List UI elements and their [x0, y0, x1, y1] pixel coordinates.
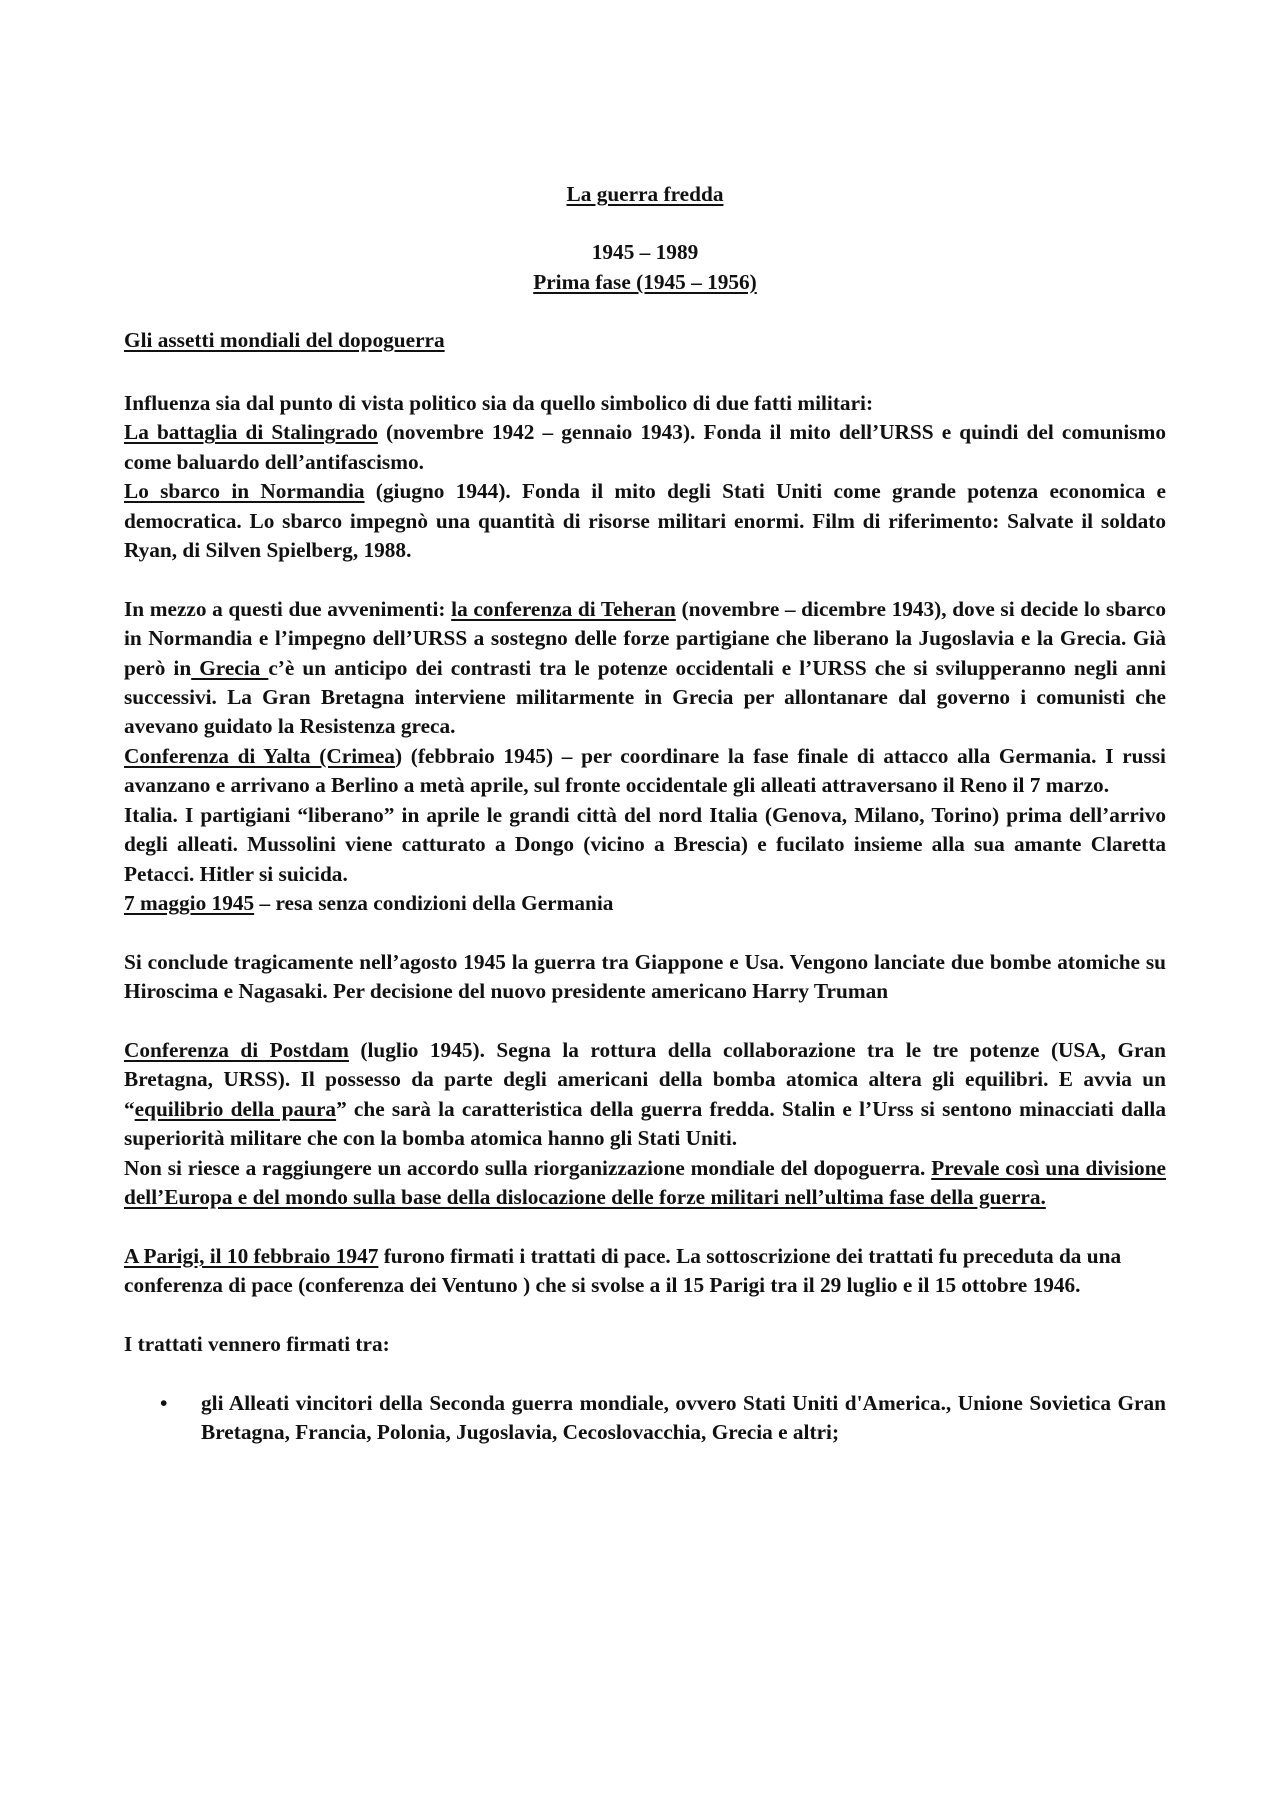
- paris-paragraph: [124, 1242, 1166, 1301]
- normandy-paragraph: [124, 477, 1166, 565]
- grecia-link: Grecia: [191, 655, 269, 680]
- stalingrad-text: (novembre 1942 – gennaio 1943). Fonda il mito dell’URSS e quindi del comunismo come baluardo dell’antifascismo.: [124, 420, 1166, 474]
- stalingrad-link: La battaglia di Stalingrado: [124, 420, 378, 445]
- paris-text: furono firmati i trattati di pace. La sottoscrizione dei trattati fu preceduta da una conferenza di pace (conferenza dei Ventuno ) che si svolse a il 15 Parigi tra il 29 luglio e il 15 ottobre 1946.: [124, 1243, 1122, 1298]
- no-agreement-paragraph: [124, 1154, 1166, 1213]
- teheran-link: la conferenza di Teheran: [451, 596, 676, 621]
- surrender-paragraph: [124, 889, 1166, 918]
- surrender-link: 7 maggio 1945: [124, 890, 255, 915]
- paris-link: A Parigi, il 10 febbraio 1947: [124, 1243, 379, 1268]
- treaties-intro: I trattati vennero firmati tra:: [124, 1331, 390, 1356]
- intro-paragraph: Influenza sia dal punto di vista politico sia da quello simbolico di due fatti militari:: [124, 391, 874, 416]
- postdam-text-2: ” che sarà la caratteristica della guerra fredda. Stalin e l’Urss si sentono minacciati dalla superiorità militare che con la bomba atomica hanno gli Stati Uniti.: [124, 1096, 1166, 1151]
- teheran-post: c’è un anticipo dei contrasti tra le potenze occidentali e l’URSS che si svilupperanno negli anni successivi. La Gran Bretagna interviene militarmente in Grecia per allontanare dal governo i comunisti che avevano guidato la Resistenza greca.: [124, 655, 1166, 739]
- postdam-text-1: (luglio 1945). Segna la rottura della collaborazione tra le tre potenze (USA, Gran Bretagna, URSS). Il possesso da parte degli americani della bomba atomica altera gli equilibri. E avvia un “: [124, 1037, 1166, 1121]
- phase-heading: Prima fase (1945 – 1956): [533, 269, 757, 294]
- italy-paragraph: Italia. I partigiani “liberano” in aprile le grandi città del nord Italia (Genova, Milano, Torino) prima dell’arrivo degli alleati. Mussolini viene catturato a Dongo (vicino a Brescia) e fucilato insieme alla sua amante Claretta Petacci. Hitler si suicida.: [124, 802, 1166, 886]
- document-page: [124, 180, 1166, 1448]
- document-title: La guerra fredda: [566, 182, 724, 206]
- normandy-text: (giugno 1944). Fonda il mito degli Stati Uniti come grande potenza economica e democratica. Lo sbarco impegnò una quantità di risorse militari enormi. Film di riferimento: Salvate il soldato Ryan, di Silven Spielberg, 1988.: [124, 479, 1166, 563]
- list-item-text: gli Alleati vincitori della Seconda guerra mondiale, ovvero Stati Uniti d'America., Unione Sovietica Gran Bretagna, Francia, Polonia, Jugoslavia, Cecoslovacchia, Grecia e altri;: [201, 1390, 1166, 1445]
- yalta-text: ) (febbraio 1945) – per coordinare la fase finale di attacco alla Germania. I russi avanzano e arrivano a Berlino a metà aprile, sul fronte occidentale gli alleati attraversano il Reno il 7 marzo.: [124, 743, 1166, 798]
- section-heading: Gli assetti mondiali del dopoguerra: [124, 328, 445, 353]
- surrender-text: – resa senza condizioni della Germania: [254, 890, 614, 915]
- no-agreement-text: Non si riesce a raggiungere un accordo sulla riorganizzazione mondiale del dopoguerra.: [124, 1155, 932, 1180]
- date-range: 1945 – 1989: [591, 240, 699, 265]
- no-agreement-underlined: Prevale così una divisione dell’Europa e del mondo sulla base della dislocazione delle forze militari nell’ultima fase della guerra.: [124, 1155, 1167, 1209]
- bullet-icon: •: [160, 1390, 168, 1415]
- yalta-link: Conferenza di Yalta (Crimea: [124, 743, 395, 768]
- stalingrad-paragraph: [124, 418, 1166, 477]
- equilibrio-link: equilibrio della paura: [134, 1096, 337, 1121]
- japan-paragraph: Si conclude tragicamente nell’agosto 1945 la guerra tra Giappone e Usa. Vengono lanciate due bombe atomiche su Hiroscima e Nagasaki. Per decisione del nuovo presidente americano Harry Truman: [124, 949, 1166, 1004]
- treaties-list: [124, 1389, 1166, 1448]
- postdam-link: Conferenza di Postdam: [124, 1037, 349, 1062]
- teheran-paragraph: [124, 595, 1166, 742]
- teheran-pre: In mezzo a questi due avvenimenti:: [124, 596, 452, 621]
- list-item: [124, 1389, 1166, 1448]
- postdam-paragraph: [124, 1036, 1166, 1154]
- teheran-mid: (novembre – dicembre 1943), dove si decide lo sbarco in Normandia e l’impegno dell’URSS a sostegno delle forze partigiane che liberano la Jugoslavia e la Grecia. Già però in: [124, 596, 1166, 680]
- normandy-link: Lo sbarco in Normandia: [124, 479, 365, 504]
- yalta-paragraph: [124, 742, 1166, 801]
